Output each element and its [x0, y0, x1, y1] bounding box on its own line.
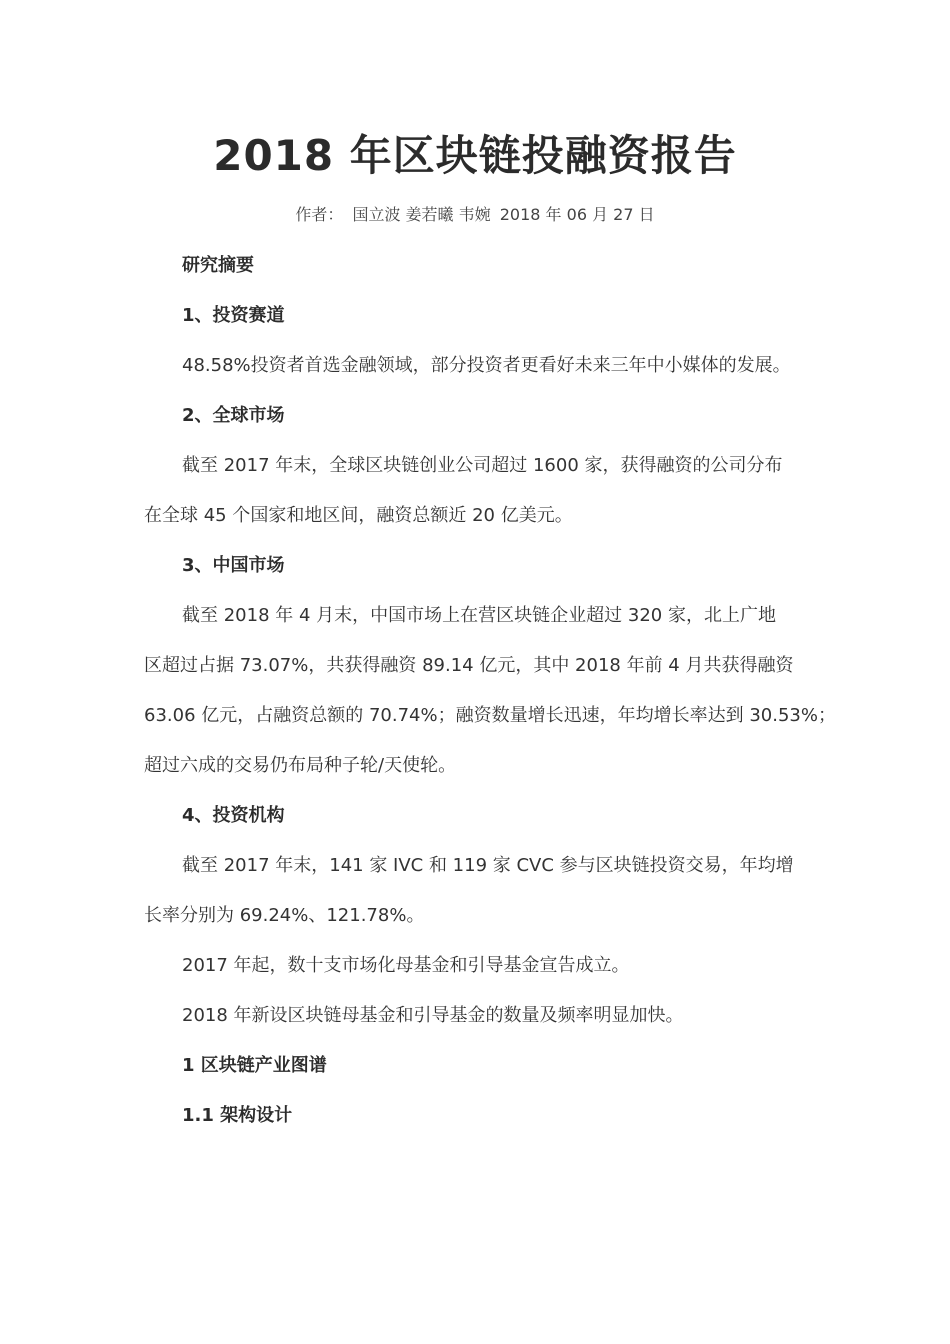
publish-date: 2018 年 06 月 27 日 [499, 205, 655, 224]
paragraph-line: 区超过占据 73.07%，共获得融资 89.14 亿元，其中 2018 年前 4 月共获得融资 [144, 655, 794, 676]
paragraph-line: 2018 年新设区块链母基金和引导基金的数量及频率明显加快。 [182, 1005, 684, 1026]
chapter-heading: 1 区块链产业图谱 [182, 1055, 327, 1076]
document-body [144, 241, 836, 1141]
paragraph-line: 2017 年起，数十支市场化母基金和引导基金宣告成立。 [182, 955, 630, 976]
section-heading: 3、中国市场 [182, 555, 285, 576]
author-label: 作者： [295, 205, 344, 224]
paragraph-line: 截至 2017 年末，全球区块链创业公司超过 1600 家，获得融资的公司分布 [182, 455, 783, 476]
paragraph-line: 48.58%投资者首选金融领域，部分投资者更看好未来三年中小媒体的发展。 [182, 355, 791, 376]
section-heading: 1、投资赛道 [182, 305, 285, 326]
document-title: 2018 年区块链投融资报告 [213, 131, 737, 180]
abstract-heading: 研究摘要 [182, 255, 254, 276]
subsection-heading: 1.1 架构设计 [182, 1105, 293, 1126]
section-heading: 4、投资机构 [182, 805, 285, 826]
paragraph-line: 超过六成的交易仍布局种子轮/天使轮。 [144, 755, 457, 776]
paragraph-line: 在全球 45 个国家和地区间，融资总额近 20 亿美元。 [144, 505, 573, 526]
paragraph-line: 截至 2017 年末，141 家 IVC 和 119 家 CVC 参与区块链投资交易，年均增 [182, 855, 794, 876]
paragraph-line: 长率分别为 69.24%、121.78%。 [144, 905, 425, 926]
paragraph-line: 截至 2018 年 4 月末，中国市场上在营区块链企业超过 320 家，北上广地 [182, 605, 776, 626]
author-names: 国立波 姜若曦 韦婉 [352, 205, 491, 224]
paragraph-line: 63.06 亿元，占融资总额的 70.74%；融资数量增长迅速，年均增长率达到 30.53%； [144, 705, 836, 726]
byline [0, 203, 950, 227]
section-heading: 2、全球市场 [182, 405, 285, 426]
